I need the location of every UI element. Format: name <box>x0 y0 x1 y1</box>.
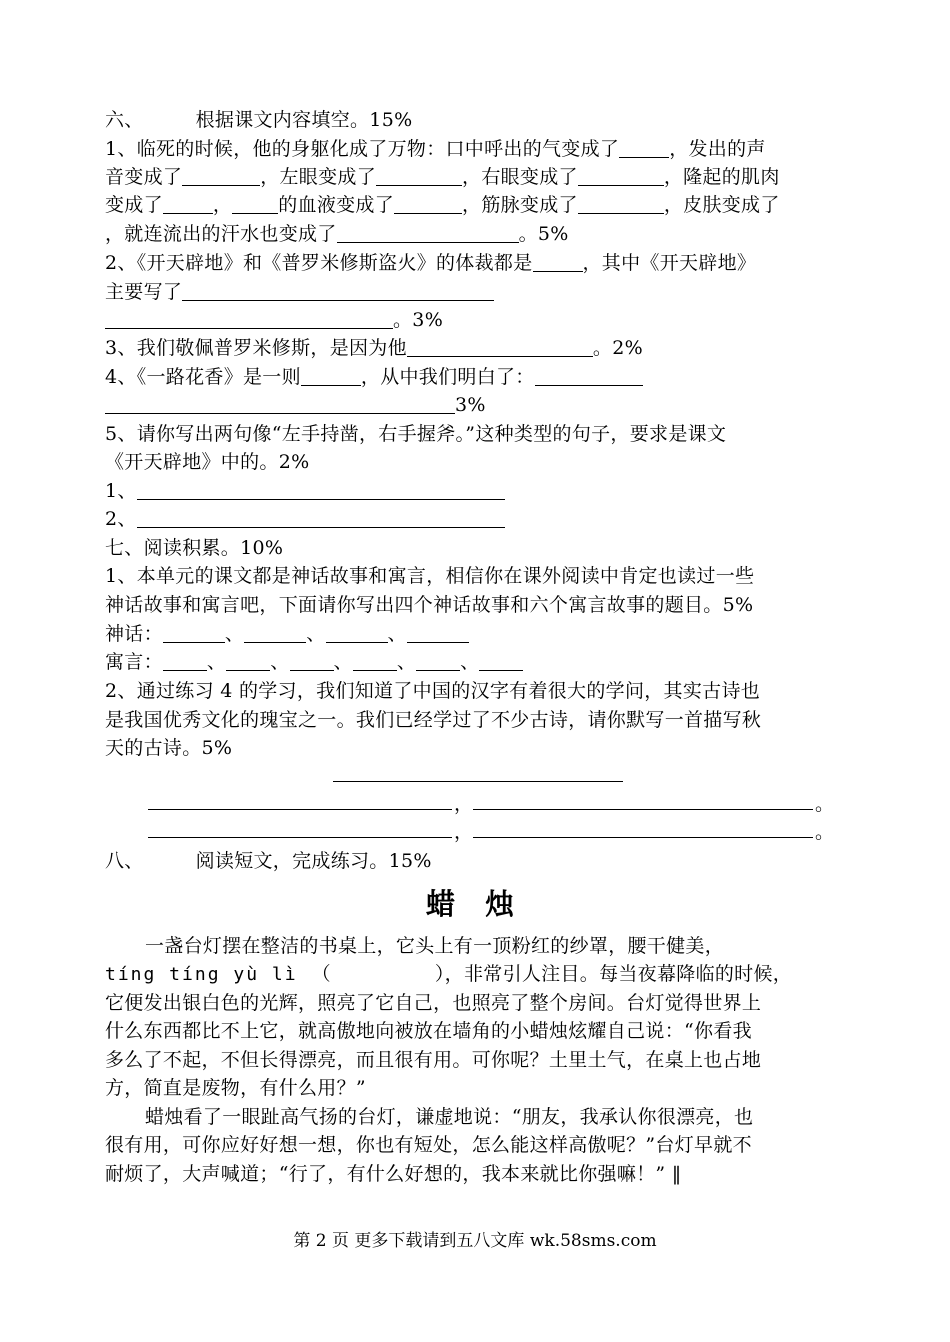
q2-text: 主要写了 <box>105 281 183 303</box>
q1-text: 。5% <box>518 223 569 245</box>
q5-answer-1 <box>105 477 850 505</box>
blank-field[interactable] <box>326 622 388 643</box>
q1-text: ，左眼变成了 <box>260 166 377 188</box>
s7-q1-line-2: 神话故事和寓言吧，下面请你写出四个神话故事和六个寓言故事的题目。5% <box>105 594 754 616</box>
blank-field[interactable] <box>578 193 664 214</box>
blank-field[interactable] <box>137 507 505 528</box>
passage-line: 什么东西都比不上它，就高傲地向被放在墙角的小蜡烛炫耀自己说：“你看我 <box>105 1020 752 1042</box>
q1-text: 音变成了 <box>105 166 183 188</box>
blank-field[interactable] <box>105 308 393 329</box>
separator: 、 <box>460 651 480 673</box>
blank-field[interactable] <box>105 393 455 414</box>
separator: 、 <box>387 623 407 645</box>
section-6-heading <box>105 106 850 134</box>
passage-line: 蜡烛看了一眼趾高气扬的台灯，谦虚地说：“朋友，我承认你很漂亮，也 <box>145 1106 754 1128</box>
bracket-open: （ <box>311 963 331 985</box>
q5-line-2: 《开天辟地》中的。2% <box>105 451 310 473</box>
blank-field[interactable] <box>394 193 462 214</box>
q1-text: ， <box>212 194 233 216</box>
q4-line-2 <box>105 391 850 419</box>
blank-field[interactable] <box>182 165 260 186</box>
pinyin-text: tíng tíng yù lì <box>105 964 298 985</box>
s7-q2-line-2: 是我国优秀文化的瑰宝之一。我们已经学过了不少古诗，请你默写一首描写秋 <box>105 709 762 731</box>
passage-line-pinyin <box>105 960 850 988</box>
poem-line-blank[interactable] <box>473 809 813 810</box>
passage-line: 很有用，可你应好好想一想，你也有短处，怎么能这样高傲呢？”台灯早就不 <box>105 1134 752 1156</box>
blank-field[interactable] <box>353 650 397 671</box>
blank-field[interactable] <box>337 222 519 243</box>
section-8-heading <box>105 847 850 875</box>
answer-label: 1、 <box>105 480 137 502</box>
blank-field[interactable] <box>163 622 225 643</box>
page-footer: 第 2 页 更多下载请到五八文库 wk.58sms.com <box>293 1231 657 1251</box>
q5-line-1: 5、请你写出两句像“左手持凿，右手握斧。”这种类型的句子，要求是课文 <box>105 423 727 445</box>
q3-text: 。2% <box>592 337 643 359</box>
q1-text: 变成了 <box>105 194 163 216</box>
passage-line: 一盏台灯摆在整洁的书桌上，它头上有一顶粉红的纱罩，腰干健美， <box>145 935 725 957</box>
fable-label: 寓言： <box>105 651 163 673</box>
section-title: 根据课文内容填空。15% <box>195 109 413 131</box>
blank-field[interactable] <box>619 137 669 158</box>
passage-line: 多么了不起，不但长得漂亮，而且很有用。可你呢？土里土气，在桌上也占地 <box>105 1049 762 1071</box>
q4-text: ，从中我们明白了： <box>360 366 535 388</box>
section-number: 八、 <box>105 850 144 872</box>
q4-text: 4、《一路花香》是一则 <box>105 366 301 388</box>
q2-text: ，其中《开天辟地》 <box>582 252 757 274</box>
passage-line: 方，简直是废物，有什么用？” <box>105 1077 366 1099</box>
q4-text: 3% <box>455 394 486 416</box>
blank-field[interactable] <box>226 650 270 671</box>
q1-text: ，皮肤变成了 <box>663 194 780 216</box>
poem-title-blank[interactable] <box>333 781 623 782</box>
q2-line-2 <box>105 278 850 306</box>
q1-text: 的血液变成了 <box>278 194 395 216</box>
s7-q2-line-1: 2、通过练习 4 的学习，我们知道了中国的汉字有着很大的学问，其实古诗也 <box>105 680 761 702</box>
q2-text: 。3% <box>393 309 444 331</box>
blank-field[interactable] <box>535 365 643 386</box>
q3-text: 3、我们敬佩普罗米修斯，是因为他 <box>105 337 407 359</box>
passage-line: 耐烦了，大声喊道；“行了，有什么好想的，我本来就比你强嘛！” ‖ <box>105 1163 682 1185</box>
separator: 、 <box>270 651 290 673</box>
separator: 、 <box>306 623 326 645</box>
passage-line: 它便发出银白色的光辉，照亮了它自己，也照亮了整个房间。台灯觉得世界上 <box>105 992 762 1014</box>
q1-text: 1、临死的时候，他的身躯化成了万物：口中呼出的气变成了 <box>105 138 620 160</box>
myth-label: 神话： <box>105 623 163 645</box>
section-title: 阅读短文，完成练习。15% <box>195 850 432 872</box>
q1-text: ，就连流出的汗水也变成了 <box>105 223 337 245</box>
s7-q2-line-3: 天的古诗。5% <box>105 737 233 759</box>
blank-field[interactable] <box>407 336 593 357</box>
passage-title: 蜡 烛 <box>425 887 525 921</box>
blank-field[interactable] <box>578 165 664 186</box>
blank-field[interactable] <box>232 193 278 214</box>
blank-field[interactable] <box>290 650 334 671</box>
blank-field[interactable] <box>376 165 462 186</box>
poem-line-blank[interactable] <box>148 809 452 810</box>
blank-field[interactable] <box>137 479 505 500</box>
q3-line <box>105 334 850 362</box>
blank-field[interactable] <box>163 650 207 671</box>
separator: 、 <box>206 651 227 673</box>
q4-line-1 <box>105 363 850 391</box>
blank-field[interactable] <box>407 622 469 643</box>
poem-period: 。 <box>815 793 835 815</box>
q1-text: ，筋脉变成了 <box>462 194 578 216</box>
passage-text: ），非常引人注目。每当夜幕降临的时候， <box>434 963 793 985</box>
q2-text: 2、《开天辟地》和《普罗米修斯盗火》的体裁都是 <box>105 252 533 274</box>
section-7-heading: 七、阅读积累。10% <box>105 537 284 559</box>
blank-field[interactable] <box>244 622 306 643</box>
q1-text: ，发出的声 <box>669 138 766 160</box>
blank-field[interactable] <box>479 650 523 671</box>
poem-period: 。 <box>815 821 835 843</box>
q1-line-4 <box>105 220 850 248</box>
q5-answer-2 <box>105 505 850 533</box>
q1-text: ，隆起的肌肉 <box>663 166 780 188</box>
myth-row <box>105 620 850 648</box>
answer-label: 2、 <box>105 508 137 530</box>
blank-field[interactable] <box>163 193 213 214</box>
separator: 、 <box>333 651 353 673</box>
q1-line-3 <box>105 191 850 219</box>
poem-comma: ， <box>454 793 474 815</box>
poem-comma: ， <box>454 821 474 843</box>
s7-q1-line-1: 1、本单元的课文都是神话故事和寓言，相信你在课外阅读中肯定也读过一些 <box>105 565 755 587</box>
poem-line-blank[interactable] <box>473 837 813 838</box>
blank-field[interactable] <box>533 251 583 272</box>
q2-line-1 <box>105 249 850 277</box>
q1-line-2 <box>105 163 850 191</box>
blank-field[interactable] <box>301 365 361 386</box>
blank-field[interactable] <box>416 650 460 671</box>
q2-line-3 <box>105 306 850 334</box>
fable-row <box>105 648 850 676</box>
pinyin-answer-field[interactable] <box>331 963 435 983</box>
q1-text: ，右眼变成了 <box>462 166 578 188</box>
section-number: 六、 <box>105 109 144 131</box>
separator: 、 <box>396 651 417 673</box>
separator: 、 <box>224 623 245 645</box>
poem-line-blank[interactable] <box>148 837 452 838</box>
q1-line-1 <box>105 135 850 163</box>
blank-field[interactable] <box>182 280 494 301</box>
